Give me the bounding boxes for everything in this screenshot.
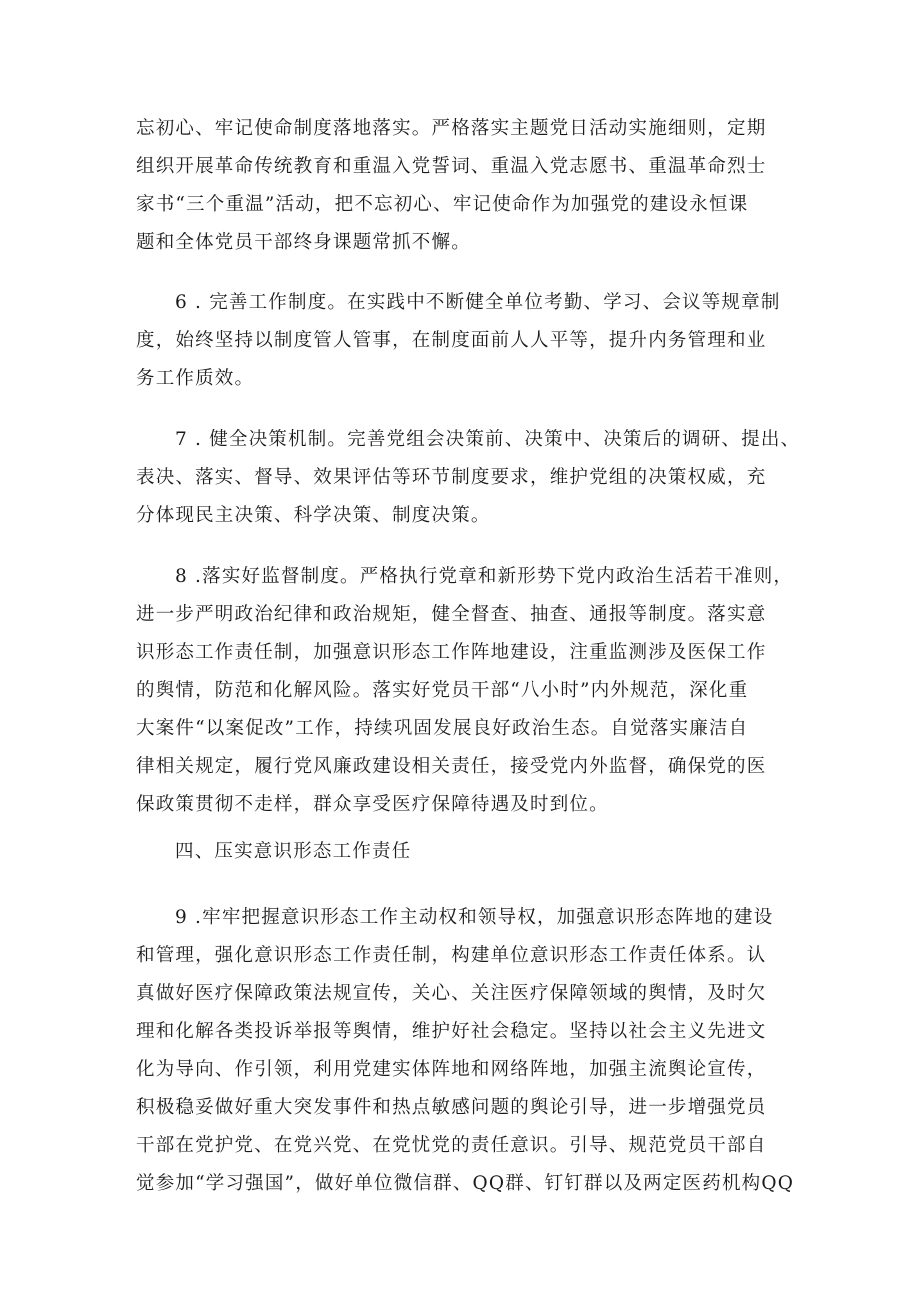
paragraph-8-line-6: 律相关规定，履行党风廉政建设相关责任，接受党内外监督，确保党的医 [136, 756, 767, 777]
paragraph-7-line-2: 表决、落实、督导、效果评估等环节制度要求，维护党组的决策权威，充 [136, 467, 767, 488]
paragraph-8-line-2: 进一步严明政治纪律和政治规矩，健全督查、抽查、通报等制度。落实意 [136, 604, 767, 625]
paragraph-8-line-1: 8 .落实好监督制度。严格执行党章和新形势下党内政治生活若干准则， [175, 566, 794, 587]
paragraph-7-line-3: 分体现民主决策、科学决策、制度决策。 [136, 505, 491, 526]
paragraph-8-line-7: 保政策贯彻不走样，群众享受医疗保障待遇及时到位。 [136, 794, 609, 815]
paragraph-9-line-7: 干部在党护党、在党兴党、在党忧党的责任意识。引导、规范党员干部自 [136, 1135, 767, 1156]
paragraph-9-line-8: 觉参加“学习强国”，做好单位微信群、QQ群、钉钉群以及两定医药机构QQ [136, 1173, 795, 1194]
section-4-heading: 四、压实意识形态工作责任 [175, 841, 412, 862]
paragraph-9-line-6: 积极稳妥做好重大突发事件和热点敏感问题的舆论引导，进一步增强党员 [136, 1097, 767, 1118]
paragraph-9-line-4: 理和化解各类投诉举报等舆情，维护好社会稳定。坚持以社会主义先进文 [136, 1021, 767, 1042]
paragraph-5-line-2: 组织开展革命传统教育和重温入党誓词、重温入党志愿书、重温革命烈士 [136, 156, 767, 177]
paragraph-8-line-4: 的舆情，防范和化解风险。落实好党员干部“八小时”内外规范，深化重 [136, 680, 749, 701]
paragraph-7-line-1: 7 . 健全决策机制。完善党组会决策前、决策中、决策后的调研、提出、 [175, 429, 801, 450]
paragraph-9-line-5: 化为导向、作引领，利用党建实体阵地和网络阵地，加强主流舆论宣传， [136, 1059, 767, 1080]
paragraph-9-line-2: 和管理，强化意识形态工作责任制，构建单位意识形态工作责任体系。认 [136, 945, 767, 966]
paragraph-8-line-3: 识形态工作责任制，加强意识形态工作阵地建设，注重监测涉及医保工作 [136, 642, 767, 663]
paragraph-5-line-1: 忘初心、牢记使命制度落地落实。严格落实主题党日活动实施细则，定期 [136, 118, 767, 139]
paragraph-9-line-3: 真做好医疗保障政策法规宣传，关心、关注医疗保障领域的舆情，及时欠 [136, 983, 767, 1004]
paragraph-5-line-3: 家书“三个重温”活动，把不忘初心、牢记使命作为加强党的建设永恒课 [136, 194, 749, 215]
paragraph-9-line-1: 9 .牢牢把握意识形态工作主动权和领导权，加强意识形态阵地的建设 [175, 907, 774, 928]
paragraph-6-line-3: 务工作质效。 [136, 368, 255, 389]
paragraph-8-line-5: 大案件“以案促改”工作，持续巩固发展良好政治生态。自觉落实廉洁自 [136, 718, 749, 739]
paragraph-6-line-1: 6 . 完善工作制度。在实践中不断健全单位考勤、学习、会议等规章制 [175, 292, 781, 313]
paragraph-6-line-2: 度，始终坚持以制度管人管事，在制度面前人人平等，提升内务管理和业 [136, 330, 767, 351]
paragraph-5-line-4: 题和全体党员干部终身课题常抓不懈。 [136, 232, 471, 253]
